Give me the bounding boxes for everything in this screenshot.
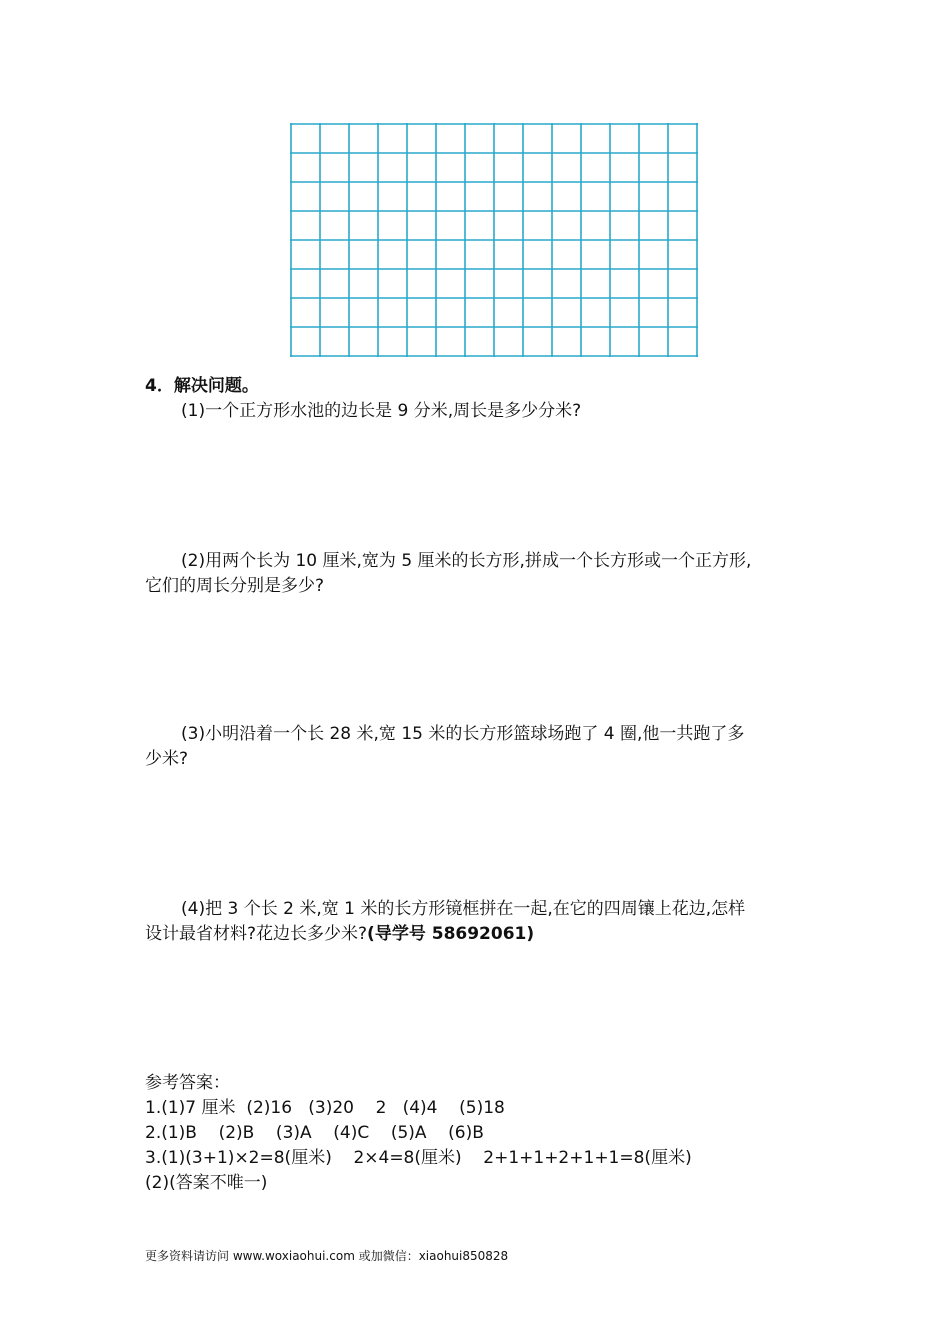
answers-title: 参考答案： (145, 1073, 230, 1093)
question-1: (1)一个正方形水池的边长是 9 分米,周长是多少分米? (181, 401, 582, 421)
answers-line-3: 3.(1)(3+1)×2=8(厘米) 2×4=8(厘米) 2+1+1+2+1+1=8(厘米) (145, 1148, 692, 1168)
question-3-line-2: 少米? (145, 749, 189, 769)
question-4-reference-number: (导学号 58692061) (367, 924, 535, 944)
question-3-line-1: (3)小明沿着一个长 28 米,宽 15 米的长方形篮球场跑了 4 圈,他一共跑了多 (181, 724, 745, 744)
square-grid (290, 123, 698, 357)
question-2-line-2: 它们的周长分别是多少? (145, 576, 325, 596)
answers-line-1: 1.(1)7 厘米 (2)16 (3)20 2 (4)4 (5)18 (145, 1098, 505, 1118)
grid-lines (290, 123, 698, 357)
footer-note: 更多资料请访问 www.woxiaohui.com 或加微信：xiaohui850828 (145, 1249, 509, 1263)
answers-line-2: 2.(1)B (2)B (3)A (4)C (5)A (6)B (145, 1123, 484, 1143)
question-4-line-2 (145, 922, 534, 947)
section-heading: 4．解决问题。 (145, 376, 259, 396)
question-4-line-1: (4)把 3 个长 2 米,宽 1 米的长方形镜框拼在一起,在它的四周镶上花边,怎样 (181, 899, 746, 919)
question-2-line-1: (2)用两个长为 10 厘米,宽为 5 厘米的长方形,拼成一个长方形或一个正方形, (181, 551, 752, 571)
answers-line-4: (2)(答案不唯一) (145, 1173, 268, 1193)
question-4-text: 设计最省材料?花边长多少米? (145, 924, 368, 944)
